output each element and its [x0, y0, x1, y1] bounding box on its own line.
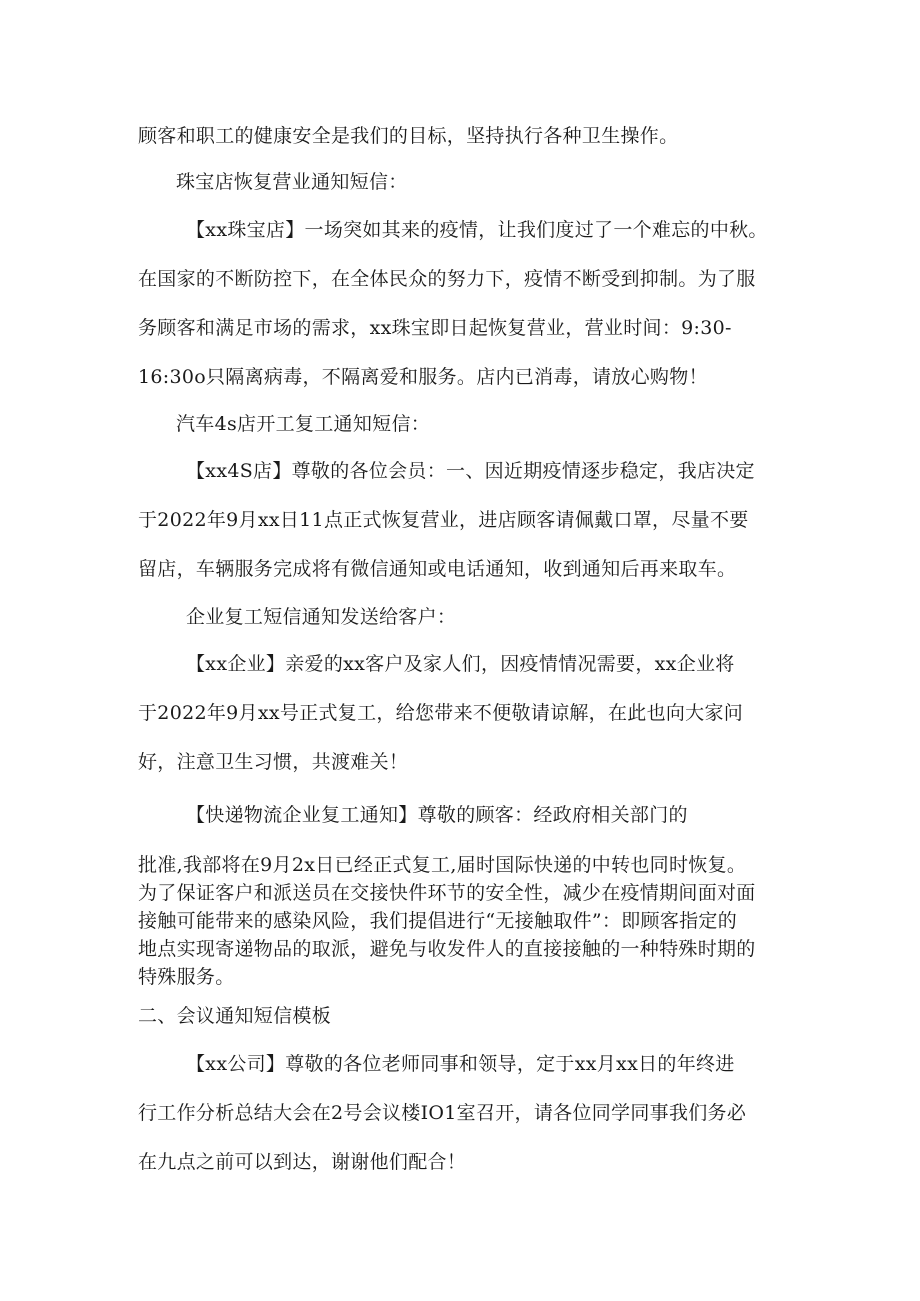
- paragraph-hygiene-closing: [138, 112, 790, 161]
- heading-car-4s-store-notice: [138, 400, 790, 449]
- text-line: 接触可能带来的感染风险，我们提倡进行“无接触取件”：即顾客指定的: [138, 910, 738, 932]
- text-line: 【xx企业】亲爱的xx客户及家人们，因疫情情况需要，xx企业将: [186, 653, 735, 675]
- text-line: 【xx4S店】尊敬的各位会员：一、因近期疫情逐步稳定，我店决定: [186, 460, 755, 482]
- text-line: 行工作分析总结大会在2号会议楼IO1室召开，请各位同学同事我们务必: [138, 1102, 747, 1124]
- text-line: 【快递物流企业复工通知】尊敬的顾客：经政府相关部门的: [186, 804, 688, 826]
- text-line: 企业复工短信通知发送给客户：: [186, 606, 457, 628]
- text-line: 于2022年9月xx号正式复工，给您带来不便敬请谅解，在此也向大家问: [138, 702, 744, 724]
- text-line: 在国家的不断防控下，在全体民众的努力下，疫情不断受到抑制。为了服: [138, 268, 756, 290]
- text-line: 二、会议通知短信模板: [138, 1005, 332, 1027]
- text-line: 顾客和职工的健康安全是我们的目标，坚持执行各种卫生操作。: [138, 125, 679, 147]
- text-line: 【xx公司】尊敬的各位老师同事和领导，定于xx月xx日的年终进: [186, 1053, 735, 1075]
- text-line: 于2022年9月xx日11点正式恢复营业，进店顾客请佩戴口罩，尽量不要: [138, 509, 749, 531]
- paragraph-meeting-sms: [138, 1040, 790, 1187]
- text-line: 务顾客和满足市场的需求，xx珠宝即日起恢复营业，营业时间：9:30-: [138, 317, 732, 339]
- paragraph-jewelry-store-sms: [138, 206, 790, 402]
- text-line: 特殊服务。: [138, 966, 235, 988]
- text-line: 【xx珠宝店】一场突如其来的疫情，让我们度过了一个难忘的中秋。: [186, 219, 768, 241]
- paragraph-car-4s-store-sms: [138, 447, 790, 594]
- text-line: 珠宝店恢复营业通知短信：: [176, 171, 408, 193]
- paragraph-express-logistics-intro: [138, 791, 790, 840]
- text-line: 留店，车辆服务完成将有微信通知或电话通知，收到通知后再来取车。: [138, 558, 737, 580]
- text-line: 好，注意卫生习惯，共渡难关！: [138, 751, 409, 773]
- paragraph-enterprise-sms: [138, 640, 790, 787]
- text-line: 在九点之前可以到达，谢谢他们配合！: [138, 1151, 467, 1173]
- section-heading-meeting-template: [138, 992, 790, 1041]
- paragraph-express-logistics-body: [138, 851, 790, 991]
- heading-enterprise-notice: [138, 593, 790, 642]
- text-line: 汽车4s店开工复工通知短信：: [176, 413, 431, 435]
- heading-jewelry-store-notice: [138, 158, 790, 207]
- text-line: 16:30o只隔离病毒，不隔离爱和服务。店内已消毒，请放心购物！: [138, 366, 708, 388]
- text-line: 为了保证客户和派送员在交接快件环节的安全性，减少在疫情期间面对面: [138, 882, 756, 904]
- text-line: 地点实现寄递物品的取派，避免与收发件人的直接接触的一种特殊时期的: [138, 938, 756, 960]
- text-line: 批准,我部将在9月2x日已经正式复工,届时国际快递的中转也同时恢复。: [138, 854, 747, 876]
